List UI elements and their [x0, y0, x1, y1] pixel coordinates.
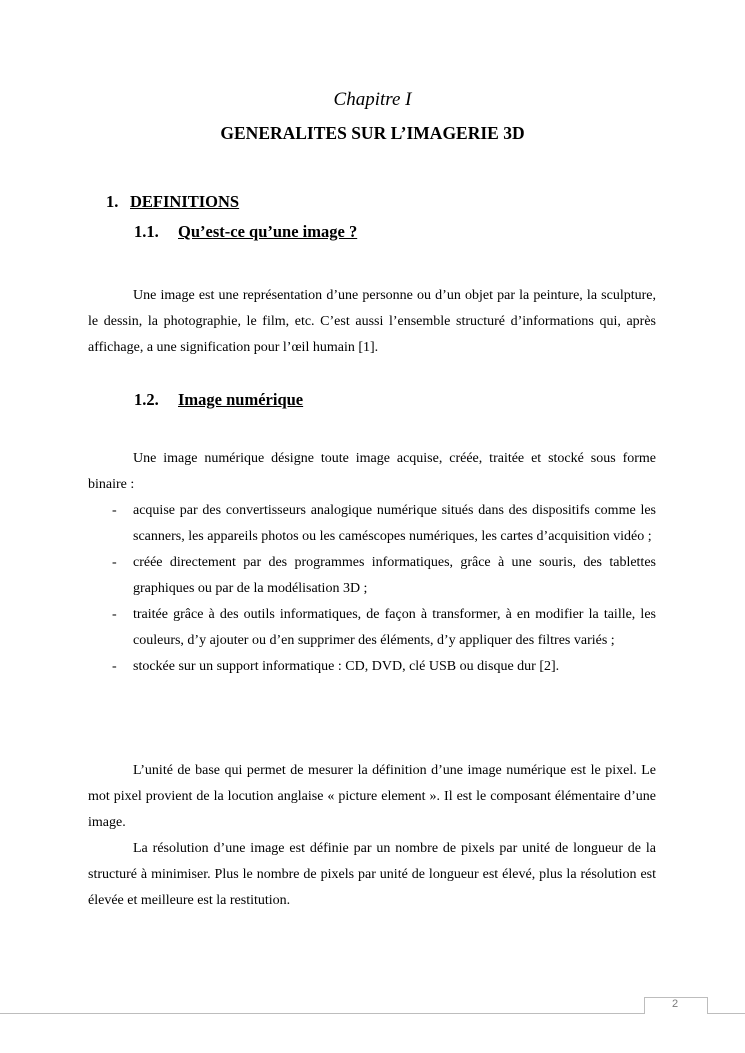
bullet-marker: -: [112, 555, 117, 570]
list-item: [88, 550, 656, 602]
subsection-heading-digital-image: [134, 390, 303, 410]
paragraph-resolution: La résolution d’une image est définie par un nombre de pixels par unité de longueur de la structuré à minimiser. Plus le nombre de pixels par unité de longueur est élevé, plus la résolution est élevée et meilleure est la restitution.: [88, 841, 656, 908]
subsection-number: 1.1.: [134, 222, 159, 241]
list-item: [88, 654, 656, 680]
bullet-list: [88, 498, 656, 680]
subsection-number: 1.2.: [134, 390, 159, 409]
footer-divider: [0, 1013, 745, 1014]
list-item-text: stockée sur un support informatique : CD, DVD, clé USB ou disque dur [2].: [133, 659, 560, 674]
bullet-marker: -: [112, 503, 117, 518]
subsection-title: Image numérique: [178, 390, 304, 409]
section-number: 1.: [106, 192, 119, 211]
list-item-text: acquise par des convertisseurs analogique numérique situés dans des dispositifs comme les scanners, les appareils photos ou les caméscopes numériques, les cartes d’acquisition vidéo ;: [133, 503, 656, 544]
subsection-title: Qu’est-ce qu’une image ?: [178, 222, 358, 241]
chapter-title: GENERALITES SUR L’IMAGERIE 3D: [220, 123, 525, 143]
list-item: [88, 602, 656, 654]
list-item-text: créée directement par des programmes informatiques, grâce à une souris, des tablettes graphiques ou par de la modélisation 3D ;: [133, 555, 656, 596]
paragraph-digital-image-intro: Une image numérique désigne toute image acquise, créée, traitée et stocké sous forme binaire :: [88, 451, 656, 492]
subsection-heading-image: [134, 222, 357, 242]
section-heading-definitions: [106, 192, 239, 212]
list-item: [88, 498, 656, 550]
chapter-label: Chapitre I: [333, 89, 412, 110]
bullet-marker: -: [112, 607, 117, 622]
list-item-text: traitée grâce à des outils informatiques, de façon à transformer, à en modifier la taille, les couleurs, d’y ajouter ou d’en supprimer des éléments, d’y appliquer des filtres variés ;: [133, 607, 656, 648]
paragraph-pixel: L’unité de base qui permet de mesurer la définition d’une image numérique est le pixel. Le mot pixel provient de la locution anglaise « picture element ». Il est le composant élémentaire d’une image.: [88, 763, 656, 830]
bullet-marker: -: [112, 659, 117, 674]
section-title: DEFINITIONS: [130, 192, 240, 211]
paragraph-image-definition: Une image est une représentation d’une personne ou d’un objet par la peinture, la sculpture, le dessin, la photographie, le film, etc. C’est aussi l’ensemble structuré d’informations qui, après affichage, a une signification pour l’œil humain [1].: [88, 288, 656, 355]
page-number: 2: [671, 998, 679, 1010]
